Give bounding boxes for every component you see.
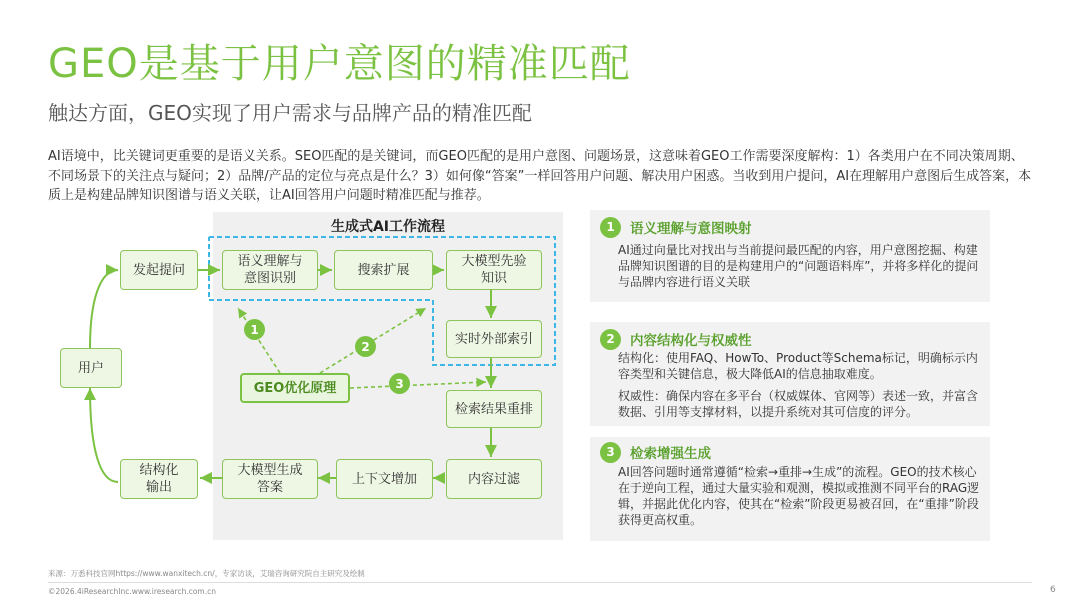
node-context-add: 上下文增加 xyxy=(336,459,433,499)
panel-3-header xyxy=(600,441,711,463)
node-content-filter: 内容过滤 xyxy=(446,459,542,499)
flow-marker-1: 1 xyxy=(244,319,265,340)
panel-1-header xyxy=(600,216,752,238)
panel-1-number: 1 xyxy=(600,217,621,238)
node-generate-answer: 大模型生成 答案 xyxy=(222,459,318,499)
node-search-expand: 搜索扩展 xyxy=(334,250,433,290)
flow-marker-2: 2 xyxy=(355,336,376,357)
panel-3-text: AI回答问题时通常遵循“检索→重排→生成”的流程。GEO的技术核心在于逆向工程，通过大量实验和观测，模拟或推测不同平台的RAG逻辑，并据此优化内容，使其在“检索”阶段更易被召回，在“重排”阶段获得更高权重。 xyxy=(618,465,980,527)
intro-paragraph: AI语境中，比关键词更重要的是语义关系。SEO匹配的是关键词，而GEO匹配的是用户意图、问题场景，这意味着GEO工作需要深度解构：1）各类用户在不同决策周期、不同场景下的关注点与疑问；2）品牌/产品的定位与亮点是什么？3）如何像“答案”一样回答用户问题、解决用户困惑。当收到用户提问，AI在理解用户意图后生成答案，本质上是构建品牌知识图谱与语义关联，让AI回答用户问题时精准匹配与推荐。 xyxy=(48,149,1032,203)
panel-1-heading: 语义理解与意图映射 xyxy=(630,221,752,237)
node-realtime-index: 实时外部索引 xyxy=(446,320,542,358)
panel-2-heading: 内容结构化与权威性 xyxy=(630,333,752,349)
panel-2-header xyxy=(600,328,752,350)
panel-3-number: 3 xyxy=(600,442,621,463)
panel-2-text-structure: 结构化：使用FAQ、HowTo、Product等Schema标记，明确标示内容类型和关键信息，极大降低AI的信息抽取难度。 xyxy=(618,351,978,381)
node-prior-knowledge: 大模型先验 知识 xyxy=(446,250,542,290)
copyright-text: ©2026.4iResearchInc.www.iresearch.com.cn xyxy=(48,587,216,596)
panel-2-text-authority: 权威性：确保内容在多平台（权威媒体、官网等）表述一致，并富含数据、引用等支撑材料，以提升系统对其可信度的评分。 xyxy=(618,389,979,419)
page-title: GEO是基于用户意图的精准匹配 xyxy=(48,41,631,87)
node-rerank: 检索结果重排 xyxy=(446,390,542,428)
panel-1-bar xyxy=(590,210,594,302)
node-ask-question: 发起提问 xyxy=(120,250,198,290)
source-note: 来源：万悉科技官网https://www.wanxitech.cn/，专家访谈，艾瑞咨询研究院自主研究及绘制 xyxy=(48,569,365,578)
panel-1-text: AI通过向量比对找出与当前提问最匹配的内容，用户意图挖掘、构建品牌知识图谱的目的是构建用户的“问题语料库”，并将多样化的提问与品牌内容进行语义关联 xyxy=(618,243,979,289)
panel-2-number: 2 xyxy=(600,329,621,350)
page-subtitle: 触达方面，GEO实现了用户需求与品牌产品的精准匹配 xyxy=(48,101,532,125)
node-user: 用户 xyxy=(60,348,122,388)
node-geo-principle: GEO优化原理 xyxy=(240,373,350,403)
flow-diagram-title: 生成式AI工作流程 xyxy=(330,219,446,235)
footer-divider xyxy=(48,582,1032,583)
panel-3-heading: 检索增强生成 xyxy=(630,446,711,462)
node-semantic-intent: 语义理解与 意图识别 xyxy=(222,250,318,290)
flow-marker-3: 3 xyxy=(389,373,410,394)
page-number: 6 xyxy=(1050,585,1056,595)
node-structured-output: 结构化 输出 xyxy=(120,459,198,499)
